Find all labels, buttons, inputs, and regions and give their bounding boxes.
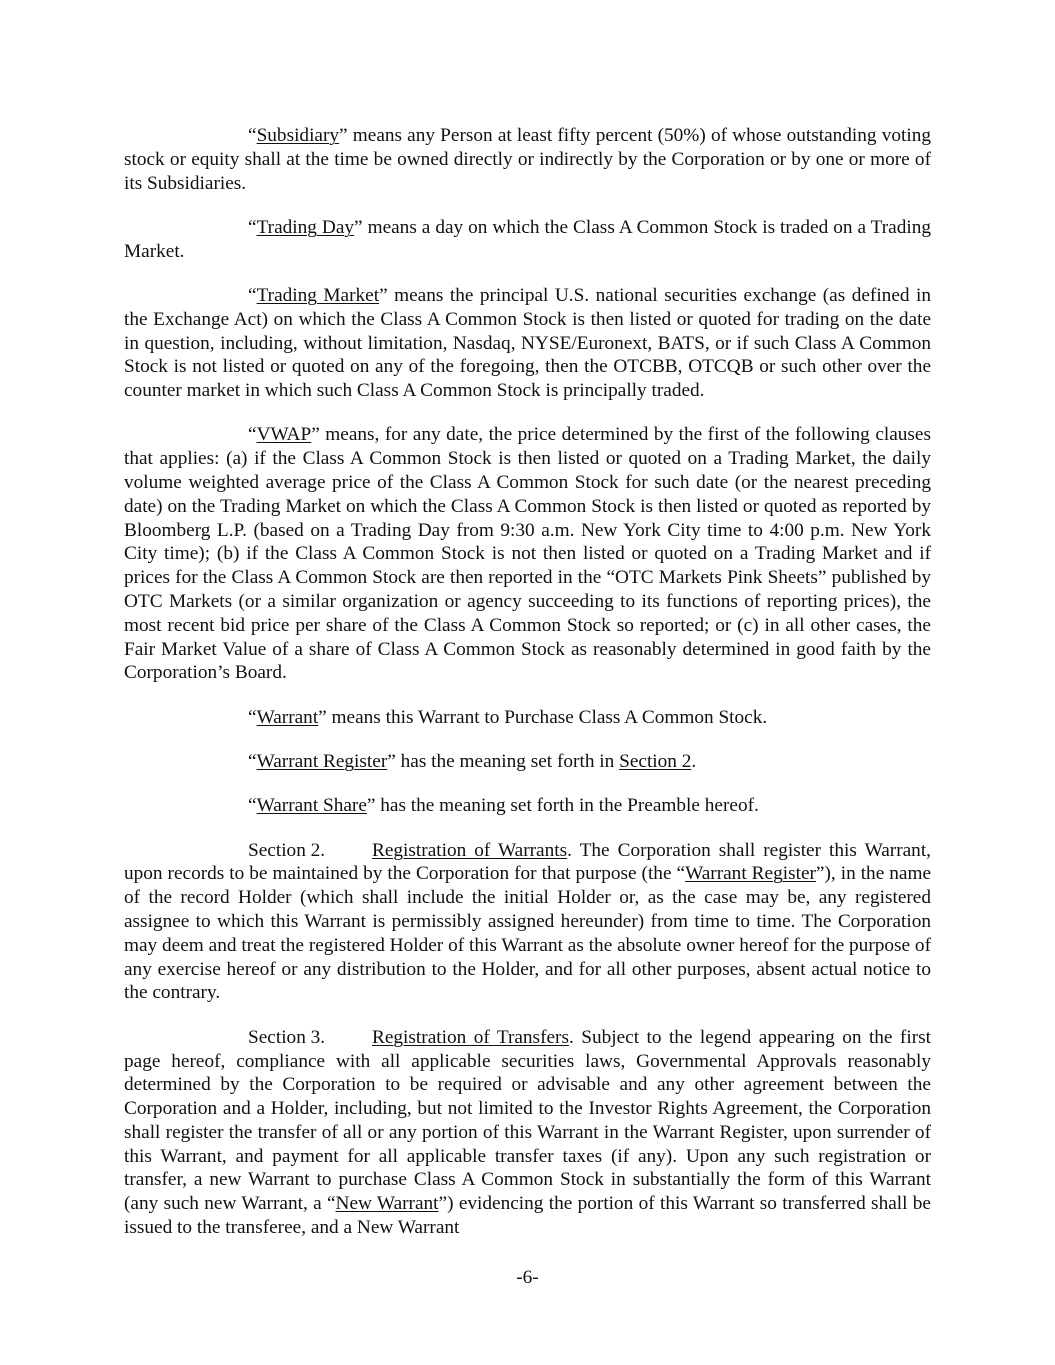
quote-close: ” <box>339 125 348 146</box>
defined-term: Subsidiary <box>256 125 340 146</box>
definition-vwap <box>124 423 931 685</box>
section-title: Registration of Transfers <box>372 1026 569 1048</box>
section-text-continued: ”) evidencing the portion of this Warrant so transferred shall be issued to the transferee, and a New Warrant <box>124 1193 931 1239</box>
section-number: Section 2. <box>248 839 326 861</box>
quote-close: ” <box>318 706 327 728</box>
section-3-paragraph <box>124 1026 931 1240</box>
section-2-paragraph <box>124 839 931 1006</box>
quote-open: “ <box>248 284 257 306</box>
defined-term: Warrant <box>256 706 319 728</box>
defined-term: VWAP <box>256 424 312 446</box>
quote-close: ” <box>379 284 388 306</box>
defined-term: Warrant Share <box>256 795 367 817</box>
definition-text: means, for any date, the price determined by the first of the following clauses that applies: (a) if the Class A Common Stock is then listed or quoted on a Trading Market, the daily volume weighted average price of the Class A Common Stock for such date (or the nearest preceding date) on the Trading Market on which the Class A Common Stock is then listed or quoted as reported by Bloomberg L.P. (based on a Trading Day from 9:30 a.m. New York City time to 4:00 p.m. New York City time); (b) if the Class A Common Stock is not then listed or quoted on a Trading Market and if prices for the Class A Common Stock are then reported in the “OTC Markets Pink Sheets” published by OTC Markets (or a similar organization or agency succeeding to its functions of reporting prices), the most recent bid price per share of the Class A Common Stock so reported; or (c) in all other cases, the Fair Market Value of a share of Class A Common Stock as reasonably determined in good faith by the Corporation’s Board. <box>124 424 931 684</box>
definition-text: means a day on which the Class A Common Stock is traded on a Trading Market. <box>124 216 931 262</box>
definition-subsidiary <box>124 124 931 195</box>
definition-text: means any Person at least fifty percent (50%) of whose outstanding voting stock or equity shall at the time be owned directly or indirectly by the Corporation or by one or more of its Subsidiaries. <box>124 125 931 194</box>
section-number: Section 3. <box>248 1026 326 1048</box>
section-reference: Section 2 <box>619 751 692 773</box>
defined-term: Trading Day <box>256 216 355 238</box>
quote-close: ” <box>354 216 363 238</box>
quote-close: ” <box>387 751 396 773</box>
defined-term: Trading Market <box>256 284 380 306</box>
definition-warrant-share <box>124 794 931 818</box>
quote-open: “ <box>248 706 257 728</box>
defined-term: Warrant Register <box>685 863 816 885</box>
definition-trading-day <box>124 216 931 264</box>
definition-warrant-register <box>124 750 931 774</box>
section-text: . Subject to the legend appearing on the first page hereof, compliance with all applicable securities laws, Governmental Approvals reasonably determined by the Corporation to be required or advisable and any other agreement between the Corporation and a Holder, including, but not limited to the Investor Rights Agreement, the Corporation shall register the transfer of all or any portion of this Warrant in the Warrant Register, upon surrender of this Warrant, and payment for all applicable transfer taxes (if any). Upon any such registration or transfer, a new Warrant to purchase Class A Common Stock in substantially the form of this Warrant (any such new Warrant, a “ <box>124 1026 931 1215</box>
definition-text: means this Warrant to Purchase Class A Common Stock. <box>326 706 768 728</box>
defined-term: New Warrant <box>335 1193 439 1215</box>
section-text: . The Corporation shall register this Warrant, upon records to be maintained by the Corporation for that purpose (the “ <box>124 839 931 885</box>
document-page <box>124 124 931 1260</box>
page-number: -6- <box>516 1267 539 1288</box>
definition-trading-market <box>124 284 931 403</box>
section-title: Registration of Warrants <box>372 839 568 861</box>
definition-text: means the principal U.S. national securities exchange (as defined in the Exchange Act) on which the Class A Common Stock is then listed or quoted for trading on the date in question, including, without limitation, Nasdaq, NYSE/Euronext, BATS, or if such Class A Common Stock is not listed or quoted on any of the foregoing, then the OTCBB, OTCQB or such other over the counter market in which such Class A Common Stock is principally traded. <box>124 284 931 402</box>
definition-text: has the meaning set forth in <box>395 751 620 773</box>
quote-open: “ <box>248 795 257 817</box>
quote-open: “ <box>248 125 257 146</box>
quote-close: ” <box>366 795 376 817</box>
definition-warrant <box>124 706 931 730</box>
defined-term: Warrant Register <box>256 751 388 773</box>
quote-open: “ <box>248 751 257 773</box>
definition-text: has the meaning set forth in the Preamble hereof. <box>375 795 759 817</box>
definition-text-end: . <box>691 751 697 773</box>
quote-open: “ <box>248 216 257 238</box>
section-text-continued: ”), in the name of the record Holder (which shall include the initial Holder or, as the case may be, any registered assignee to which this Warrant is permissibly assigned hereunder) from time to time. The Corporation may deem and treat the registered Holder of this Warrant as the absolute owner hereof for the purpose of any exercise hereof or any distribution to the Holder, and for all other purposes, absent actual notice to the contrary. <box>124 863 932 1004</box>
quote-open: “ <box>248 424 257 446</box>
quote-close: ” <box>311 424 320 446</box>
